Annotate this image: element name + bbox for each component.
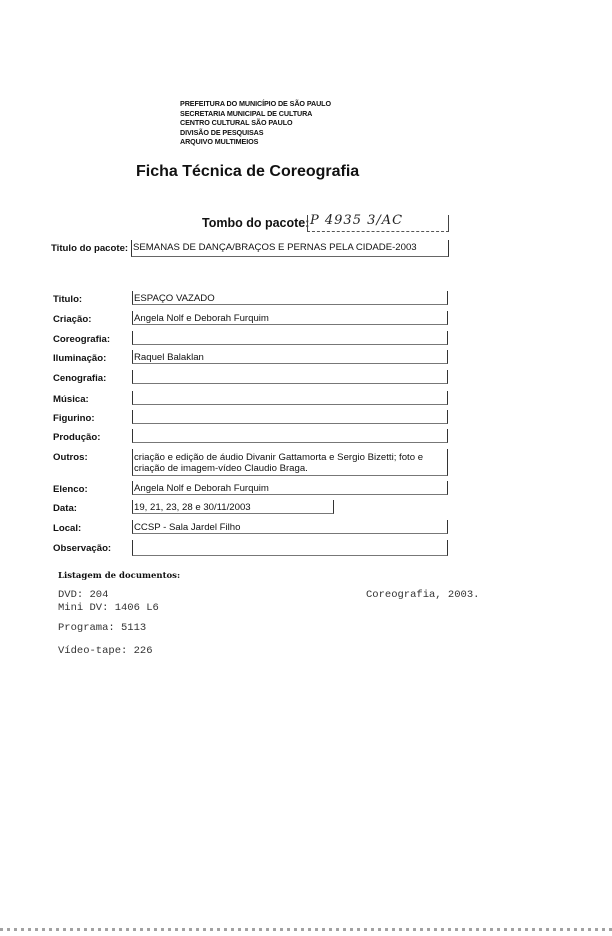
field-label-iluminacao: Iluminação: (53, 353, 107, 364)
field-figurino[interactable] (132, 410, 448, 424)
field-value-elenco: Angela Nolf e Deborah Furquim (134, 483, 269, 494)
form-title: Ficha Técnica de Coreografia (136, 163, 360, 180)
field-label-elenco: Elenco: (53, 484, 88, 495)
field-coreografia[interactable] (132, 331, 448, 345)
field-label-criacao: Criação: (53, 314, 92, 325)
field-value-data: 19, 21, 23, 28 e 30/11/2003 (134, 502, 251, 513)
header-line-research-division: DIVISÃO DE PESQUISAS (180, 127, 264, 137)
field-label-figurino: Figurino: (53, 413, 95, 424)
header-line-cultural-center: CENTRO CULTURAL SÃO PAULO (180, 118, 293, 128)
document-line-mini-dv: Mini DV: 1406 L6 (58, 602, 159, 614)
field-value-titulo: ESPAÇO VAZADO (134, 293, 215, 304)
field-label-producao: Produção: (53, 432, 101, 443)
field-observacao[interactable] (132, 540, 448, 556)
document-line-programa: Programa: 5113 (58, 622, 147, 634)
field-value-outros: criação e edição de áudio Divanir Gattamorta e Sergio Bizetti; foto e criação de imagem-vídeo Claudio Braga. (134, 452, 424, 474)
document-note: Coreografia, 2003. (366, 589, 480, 601)
header-line-secretariat: SECRETARIA MUNICIPAL DE CULTURA (180, 108, 313, 118)
field-label-cenografia: Cenografia: (53, 373, 107, 384)
field-producao[interactable] (132, 429, 448, 443)
scan-edge-noise (0, 928, 612, 931)
field-label-local: Local: (53, 523, 82, 534)
field-cenografia[interactable] (132, 370, 448, 384)
header-line-municipality: PREFEITURA DO MUNICÍPIO DE SÃO PAULO (180, 99, 331, 108)
field-label-titulo: Titulo: (53, 294, 83, 305)
institution-header (180, 99, 331, 147)
document-line-video-tape: Vídeo-tape: 226 (58, 645, 153, 657)
package-title-label: Titulo do pacote: (51, 243, 129, 254)
header-line-multimedia-archive: ARQUIVO MULTIMEIOS (180, 137, 259, 147)
tombo-label: Tombo do pacote: (202, 216, 310, 230)
field-label-observacao: Observação: (53, 543, 112, 554)
field-label-data: Data: (53, 503, 77, 514)
tombo-value: P 4935 3/AC (310, 213, 404, 228)
documents-label: Listagem de documentos: (58, 571, 181, 581)
field-value-local: CCSP - Sala Jardel Filho (134, 522, 241, 533)
field-value-iluminacao: Raquel Balaklan (134, 352, 204, 363)
package-title-value: SEMANAS DE DANÇA/BRAÇOS E PERNAS PELA CIDADE-2003 (133, 242, 417, 253)
field-label-outros: Outros: (53, 452, 88, 463)
field-label-musica: Música: (53, 394, 89, 405)
document-line-dvd: DVD: 204 (58, 589, 109, 601)
field-label-coreografia: Coreografia: (53, 334, 111, 345)
field-musica[interactable] (132, 391, 448, 405)
field-value-criacao: Angela Nolf e Deborah Furquim (134, 313, 269, 324)
